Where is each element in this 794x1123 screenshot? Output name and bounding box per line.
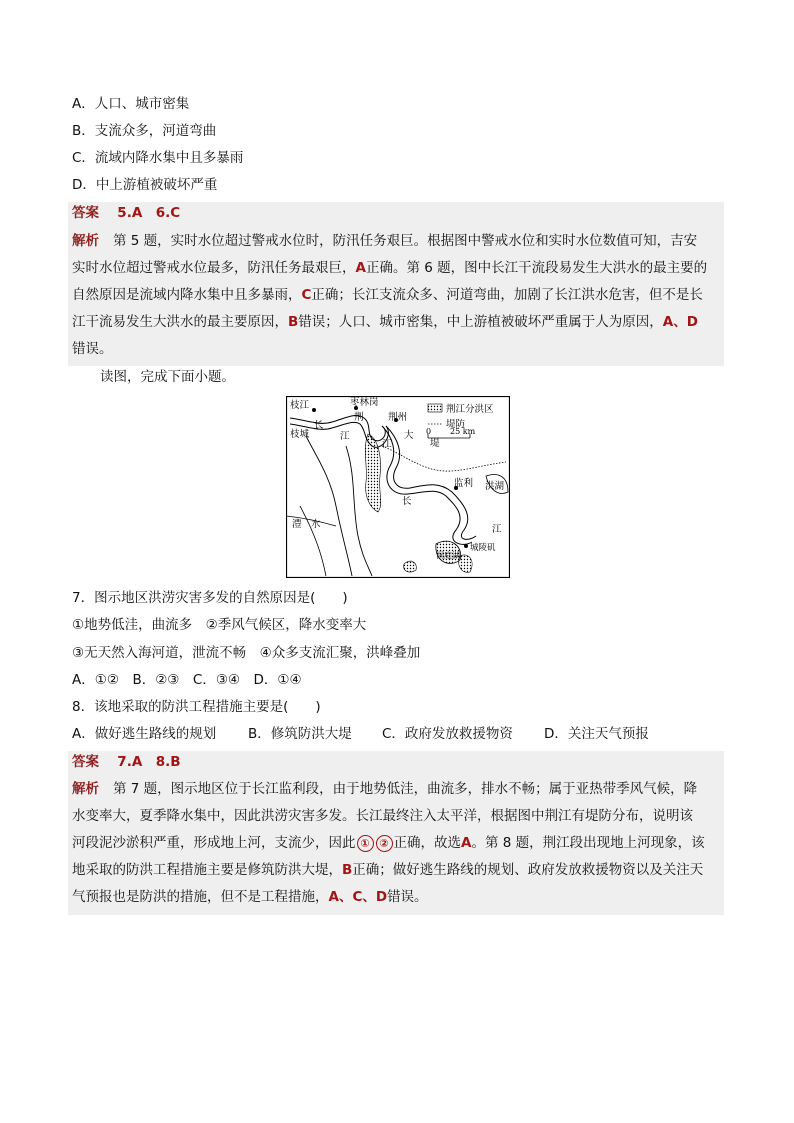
q6-option-c: C．流域内降水集中且多暴雨 <box>72 150 244 166</box>
analysis-text: 正确。第 6 题，图中长江干流段易发生大洪水的最主要的 <box>365 260 708 276</box>
analysis-text: 第 5 题，实时水位超过警戒水位时，防汛任务艰巨。根据图中警戒水位和实时水位数值可知，吉安 <box>113 233 698 249</box>
answer-block-2 <box>68 751 724 915</box>
q8-option-d: D．关注天气预报 <box>544 726 649 742</box>
analysis-2-line-1 <box>72 780 697 798</box>
reading-intro: 读图，完成下面小题。 <box>100 369 235 385</box>
answer-mark: C <box>301 287 312 303</box>
analysis-1-line-5: 错误。 <box>72 341 113 357</box>
q7-line-1: ①地势低洼，曲流多 ②季风气候区，降水变率大 <box>72 617 367 633</box>
analysis-2-line-4 <box>72 861 703 879</box>
analysis-1-line-4 <box>72 313 698 331</box>
circled-mark: ② <box>376 835 393 852</box>
analysis-text: 正确；做好逃生路线的规划、政府发放救援物资以及关注天 <box>352 862 704 878</box>
analysis-text: 气预报也是防洪的措施，但不是工程措施， <box>72 889 329 905</box>
analysis-2-line-2: 水变率大，夏季降水集中，因此洪涝灾害多发。长江最终注入太平洋，根据图中荆江有堤防分布，说明该 <box>72 808 693 824</box>
map-label-jiang3: 江 <box>492 524 502 535</box>
analysis-text: 正确；长江支流众多、河道弯曲，加剧了长江洪水危害，但不是长 <box>311 287 703 303</box>
q8-stem: 8．该地采取的防洪工程措施主要是( ) <box>72 699 321 715</box>
answer-mark: A、C、D <box>328 889 388 905</box>
analysis-2-line-5 <box>72 888 428 906</box>
analysis-text: 第 7 题，图示地区位于长江监利段，由于地势低洼，曲流多，排水不畅；属于亚热带季风气候，降 <box>113 781 698 797</box>
q8-option-c: C．政府发放救援物资 <box>382 726 513 742</box>
q7-line-2: ③无天然入海河道，泄流不畅 ④众多支流汇聚，洪峰叠加 <box>72 645 421 661</box>
analysis-label: 解析 <box>72 233 99 249</box>
map-label-jiang2: 江 <box>382 439 392 450</box>
analysis-text: 自然原因是流域内降水集中且多暴雨， <box>72 287 302 303</box>
analysis-text: 错误。 <box>387 889 428 905</box>
map-label-dongtinghu: 洞庭湖 <box>436 551 460 560</box>
map-label-honghu: 洪湖 <box>485 481 505 492</box>
circled-mark: ① <box>357 835 374 852</box>
map-label-zhijiang: 枝江 <box>290 400 310 411</box>
legend-dike: 堤防 <box>446 419 466 430</box>
analysis-2-line-3 <box>72 834 705 852</box>
analysis-text: 地采取的防洪工程措施主要是修筑防洪大堤， <box>72 862 342 878</box>
map-label-chang1: 长 <box>314 420 324 431</box>
analysis-text: 正确，故选 <box>393 835 461 851</box>
answer-mark: B <box>288 314 299 330</box>
answer-value: 7.A 8.B <box>117 754 181 770</box>
answer-2-header <box>72 753 181 771</box>
jingjiang-map <box>286 396 510 578</box>
answer-block-1 <box>68 202 724 366</box>
map-label-zhicheng: 枝城 <box>290 429 310 440</box>
answer-mark: A <box>355 260 366 276</box>
answer-mark: A、D <box>662 314 698 330</box>
analysis-1-line-3 <box>72 286 703 304</box>
legend-zone: 荆江分洪区 <box>446 404 494 415</box>
q8-option-a: A．做好逃生路线的规划 <box>72 726 217 742</box>
map-label-lishui: 澧 水 <box>292 519 321 530</box>
legend-scale-zero: 0 <box>426 427 432 436</box>
map-label-chang2: 长 <box>402 496 412 507</box>
map-label-jing: 荆 <box>354 412 364 423</box>
q7-stem: 7．图示地区洪涝灾害多发的自然原因是( ) <box>72 590 348 606</box>
q8-option-b: B．修筑防洪大堤 <box>248 726 352 742</box>
answer-mark: A <box>461 835 472 851</box>
q6-option-a: A．人口、城市密集 <box>72 96 190 112</box>
answer-label: 答案 <box>72 205 99 221</box>
analysis-text: 实时水位超过警戒水位最多，防汛任务最艰巨， <box>72 260 356 276</box>
q6-option-b: B．支流众多，河道弯曲 <box>72 123 217 139</box>
analysis-label: 解析 <box>72 781 99 797</box>
q6-option-d: D．中上游植被破坏严重 <box>72 177 218 193</box>
map-label-jingzhou: 荆州 <box>388 412 408 423</box>
answer-label: 答案 <box>72 754 99 770</box>
map-label-chenglingji: 城陵矶 <box>470 543 496 553</box>
map-label-jiang1: 江 <box>340 431 350 442</box>
analysis-text: 错误；人口、城市密集，中上游植被破坏严重属于人为原因， <box>298 314 663 330</box>
answer-value: 5.A 6.C <box>117 205 181 221</box>
q8-options <box>72 725 649 743</box>
analysis-1-line-1 <box>72 232 697 250</box>
map-label-jianli: 监利 <box>454 478 474 489</box>
analysis-text: 。第 8 题，荆江段出现地上河现象，该 <box>471 835 705 851</box>
analysis-text: 江干流易发生大洪水的最主要原因， <box>72 314 288 330</box>
analysis-text: 河段泥沙淤积严重，形成地上河，支流少，因此 <box>72 835 356 851</box>
legend-scale-text: 25 km <box>450 427 476 436</box>
map-label-di: 堤 <box>430 438 440 449</box>
map-label-zaolingang: 枣林岗 <box>350 397 379 408</box>
q7-options: A．①② B．②③ C．③④ D．①④ <box>72 672 302 688</box>
answer-1-header <box>72 204 180 222</box>
map-label-da: 大 <box>404 430 414 441</box>
answer-mark: B <box>342 862 353 878</box>
analysis-1-line-2 <box>72 259 707 277</box>
